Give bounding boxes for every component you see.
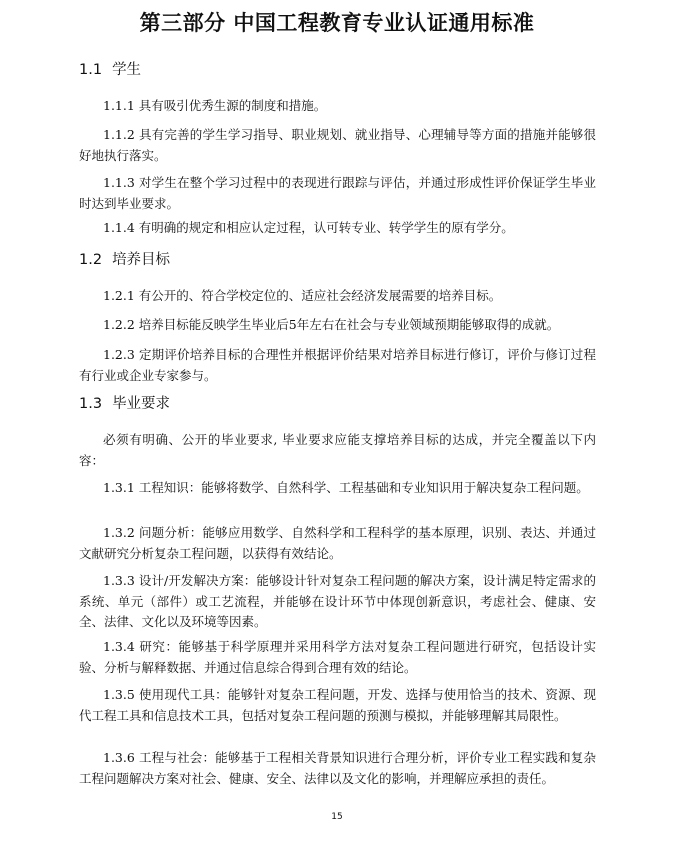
page-title: 第三部分 中国工程教育专业认证通用标准 <box>139 11 535 35</box>
section-title: 学生 <box>112 62 142 78</box>
paragraph: 1.2.3 定期评价培养目标的合理性并根据评价结果对培养目标进行修订，评价与修订过程有行业或企业专家参与。 <box>79 347 596 383</box>
paragraph: 1.1.1 具有吸引优秀生源的制度和措施。 <box>103 98 327 113</box>
section-number: 1.2 <box>79 252 103 268</box>
paragraph: 1.3.5 使用现代工具：能够针对复杂工程问题，开发、选择与使用恰当的技术、资源、现代工程工具和信息技术工具，包括对复杂工程问题的预测与模拟，并能够理解其局限性。 <box>79 687 596 723</box>
paragraph: 1.3.3 设计/开发解决方案：能够设计针对复杂工程问题的解决方案，设计满足特定需求的系统、单元（部件）或工艺流程，并能够在设计环节中体现创新意识，考虑社会、健康、安全、法律、文化以及环境等因素。 <box>79 573 596 629</box>
section-title: 毕业要求 <box>112 396 171 412</box>
paragraph: 1.2.2 培养目标能反映学生毕业后5年左右在社会与专业领域预期能够取得的成就。 <box>103 317 560 332</box>
paragraph: 1.3.1 工程知识：能够将数学、自然科学、工程基础和专业知识用于解决复杂工程问题。 <box>103 480 589 495</box>
paragraph: 1.2.1 有公开的、符合学校定位的、适应社会经济发展需要的培养目标。 <box>103 288 502 303</box>
section-number: 1.1 <box>79 62 103 78</box>
section-heading-students <box>79 60 141 80</box>
paragraph: 1.1.4 有明确的规定和相应认定过程，认可转专业、转学学生的原有学分。 <box>103 220 514 235</box>
page-number: 15 <box>331 812 343 822</box>
section-title: 培养目标 <box>112 252 171 268</box>
paragraph: 必须有明确、公开的毕业要求, 毕业要求应能支撑培养目标的达成，并完全覆盖以下内容： <box>79 432 596 468</box>
section-heading-training-objectives <box>79 250 170 270</box>
paragraph: 1.3.2 问题分析：能够应用数学、自然科学和工程科学的基本原理，识别、表达、并通过文献研究分析复杂工程问题，以获得有效结论。 <box>79 525 596 561</box>
paragraph: 1.3.4 研究：能够基于科学原理并采用科学方法对复杂工程问题进行研究，包括设计实验、分析与解释数据、并通过信息综合得到合理有效的结论。 <box>79 639 596 675</box>
section-heading-graduation-requirements <box>79 394 170 414</box>
paragraph: 1.1.2 具有完善的学生学习指导、职业规划、就业指导、心理辅导等方面的措施并能够很好地执行落实。 <box>79 127 596 163</box>
section-number: 1.3 <box>79 396 103 412</box>
paragraph: 1.1.3 对学生在整个学习过程中的表现进行跟踪与评估，并通过形成性评价保证学生毕业时达到毕业要求。 <box>79 175 596 211</box>
paragraph: 1.3.6 工程与社会：能够基于工程相关背景知识进行合理分析，评价专业工程实践和复杂工程问题解决方案对社会、健康、安全、法律以及文化的影响，并理解应承担的责任。 <box>79 750 596 786</box>
